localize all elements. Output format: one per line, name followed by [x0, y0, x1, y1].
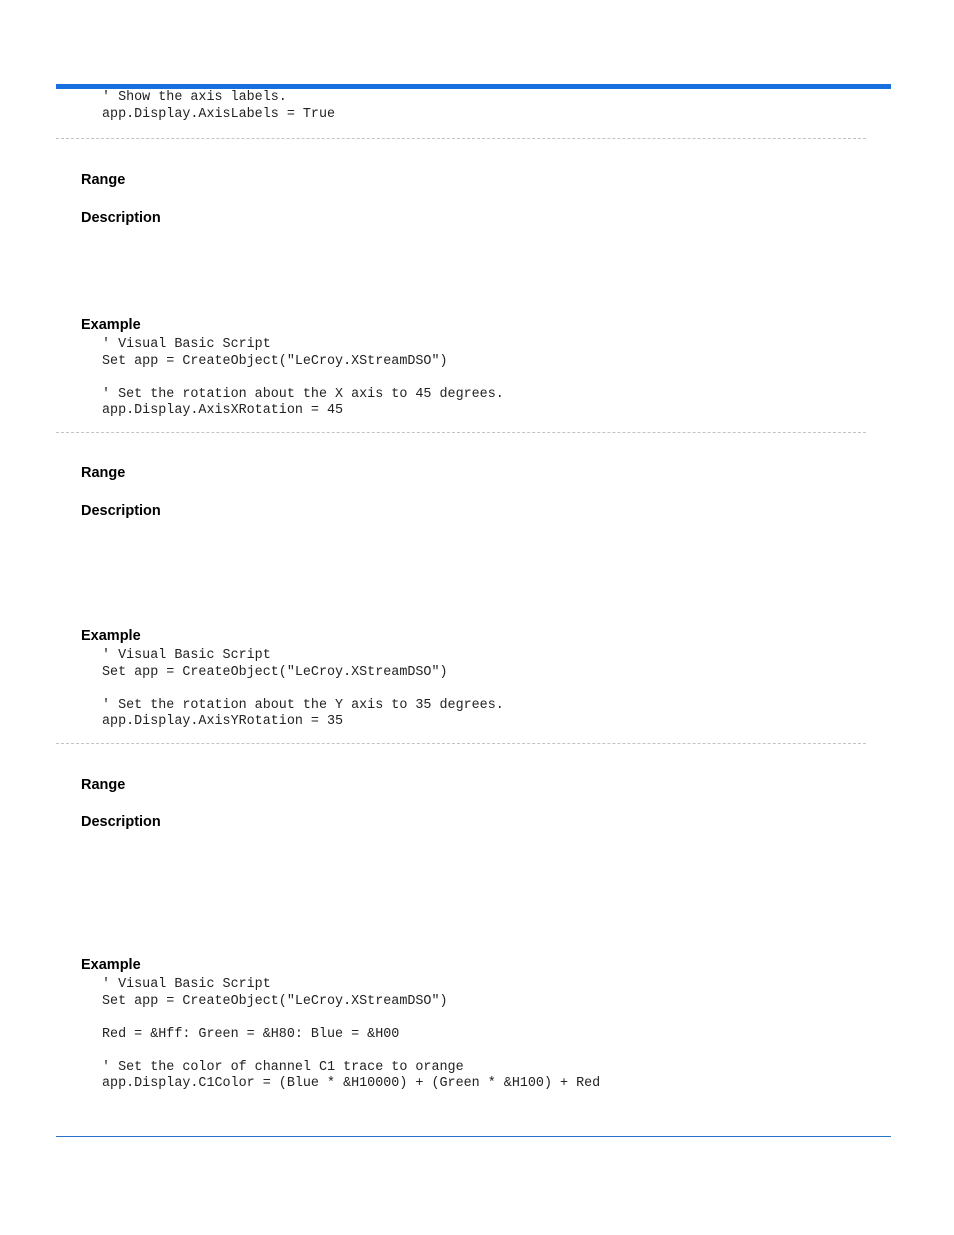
code-line: ' Show the axis labels.: [102, 90, 287, 105]
description-heading: Description: [81, 503, 161, 519]
code-line: ' Visual Basic Script: [102, 337, 271, 352]
code-line: app.Display.C1Color = (Blue * &H10000) + (Green * &H100) + Red: [102, 1076, 601, 1091]
range-heading: Range: [81, 172, 126, 188]
code-block-axis-labels: [102, 90, 335, 123]
code-line: [102, 1043, 600, 1060]
code-line: ' Visual Basic Script: [102, 977, 271, 992]
code-line: ' Visual Basic Script: [102, 648, 271, 663]
range-heading: Range: [81, 465, 126, 481]
code-block-c1-color: [102, 977, 600, 1093]
example-heading: Example: [81, 957, 141, 973]
section-separator: [56, 432, 866, 433]
header-rule: [56, 84, 891, 89]
code-line: [102, 681, 504, 698]
code-line: Set app = CreateObject("LeCroy.XStreamDSO"): [102, 353, 448, 369]
code-block-y-rotation: [102, 648, 504, 731]
example-heading: Example: [81, 317, 141, 333]
code-line: Set app = CreateObject("LeCroy.XStreamDSO"): [102, 664, 448, 680]
code-line: app.Display.AxisYRotation = 35: [102, 714, 344, 729]
code-line: [102, 1010, 600, 1027]
code-line: app.Display.AxisXRotation = 45: [102, 403, 344, 418]
description-heading: Description: [81, 814, 161, 830]
section-separator: [56, 743, 866, 744]
code-line: Red = &Hff: Green = &H80: Blue = &H00: [102, 1026, 400, 1042]
section-separator: [56, 138, 866, 139]
footer-rule: [56, 1136, 891, 1137]
range-heading: Range: [81, 777, 126, 793]
code-line: ' Set the color of channel C1 trace to orange: [102, 1059, 464, 1075]
code-line: ' Set the rotation about the Y axis to 35 degrees.: [102, 697, 504, 713]
description-heading: Description: [81, 210, 161, 226]
code-line: app.Display.AxisLabels = True: [102, 106, 336, 122]
example-heading: Example: [81, 628, 141, 644]
code-line: ' Set the rotation about the X axis to 45 degrees.: [102, 386, 504, 402]
code-line: [102, 370, 504, 387]
code-block-x-rotation: [102, 337, 504, 420]
code-line: Set app = CreateObject("LeCroy.XStreamDSO"): [102, 993, 448, 1009]
